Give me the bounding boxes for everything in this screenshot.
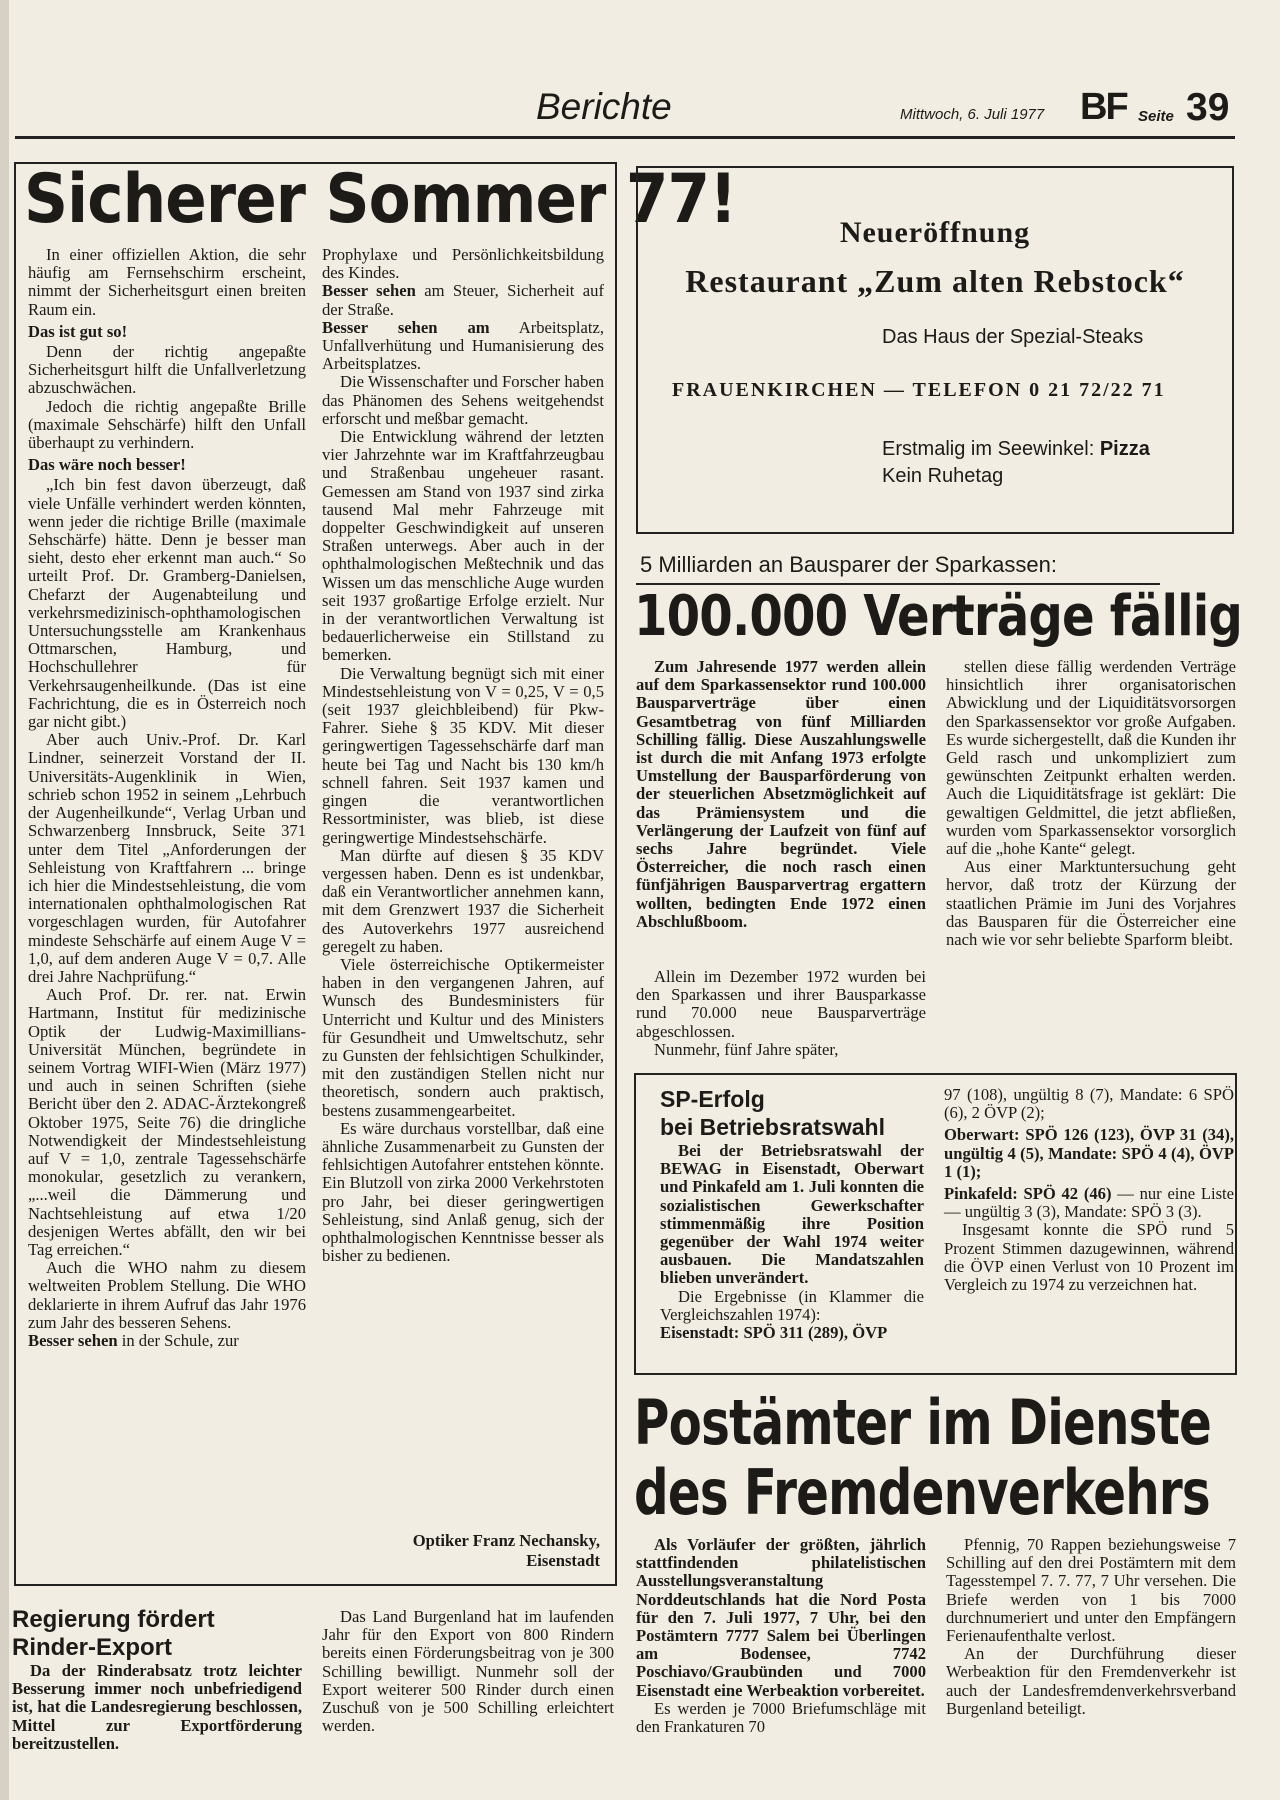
headline-postaemter-line1: Postämter im Dienste bbox=[634, 1386, 1212, 1459]
lead-in-text: am Steuer, Sicherheit auf der Straße. bbox=[322, 281, 604, 319]
headline-regierung-foerdert: Regierung fördert bbox=[12, 1606, 215, 1633]
headline-postaemter-line2: des Fremdenverkehrs bbox=[634, 1456, 1210, 1529]
section-title: Berichte bbox=[536, 86, 672, 127]
paragraph: Prophylaxe und Persönlichkeitsbildung des Kindes. bbox=[322, 245, 604, 283]
lead-in-text: Arbeitsplatz, Unfallverhütung und Humanisierung des Arbeitsplatzes. bbox=[322, 317, 604, 374]
signature-author: Optiker Franz Nechansky, bbox=[412, 1531, 600, 1550]
paragraph: Man dürfte auf diesen § 35 KDV vergessen haben. Denn es ist undenkbar, daß ein Verantwortlicher annehmen kann, mit dem Grenzwert 1937 die Sicherheit des Autoverkehrs 1977 ausreichend geregelt zu haben. bbox=[322, 845, 604, 956]
article4-column-2 bbox=[944, 1086, 1234, 1294]
paragraph: stellen diese fällig werdenden Verträge hinsichtlich ihrer organisatorischen Abwicklung und der Liquiditätsvorsorgen den Sparkassensektor vor große Aufgaben. Es wurde sichergestellt, daß die Kunden ihr Geld rasch und unkompliziert zum gewünschten Zeitpunkt erhalten werden. Auch die Liquiditätsfrage ist geklärt: Die gewaltigen Geldmittel, die jetzt abfließen, wurden vom Sparkassensektor vorsorglich auf die „hohe Kante“ gelegt. bbox=[946, 657, 1236, 859]
paragraph: An der Durchführung dieser Werbeaktion für den Fremdenverkehr ist auch der Landesfremdenverkehrsverband Burgenland beteiligt. bbox=[946, 1644, 1236, 1718]
issue-date: Mittwoch, 6. Juli 1977 bbox=[900, 106, 1045, 123]
headline-sicherer-sommer: Sicherer Sommer 77! bbox=[24, 160, 737, 239]
article4-column-1 bbox=[660, 1142, 924, 1342]
lead-in-text: in der Schule, zur bbox=[117, 1330, 239, 1350]
headline-sp-erfolg: SP-Erfolg bbox=[660, 1086, 765, 1112]
paragraph: Aber auch Univ.-Prof. Dr. Karl Lindner, seinerzeit Vorstand der II. Universitäts-Augenklinik in Wien, schrieb schon 1952 in seinem „Lehrbuch der Augenheilkunde“, Verlag Urban und Schwarzenberg Innsbruck, Seite 371 unter dem Titel „Anforderungen der Sehleistung von Kraftfahrern ... bringe ich hier die Mindestsehleistung, die vom internationalen ophthalmologischen Rat vorgeschlagen wurden, für Autofahrer mindeste Sehschärfe auf einem Auge V = 1,0, auf dem anderen Auge V = 0,7. Alle drei Jahre Nachprüfung.“ bbox=[28, 730, 306, 986]
paragraph: Es wäre durchaus vorstellbar, daß eine ähnliche Zusammenarbeit zu Gunsten der fehlsichtigen Autofahrer entstehen könnte. Ein Blutzoll von zirka 2000 Verkehrstoten pro Jahr, bei dieser geringwertigen Sehleistung, sind Anlaß genug, sich der ophthalmologischen Kenntnisse besser als bisher zu bedienen. bbox=[322, 1118, 605, 1266]
paragraph: Allein im Dezember 1972 wurden bei den Sparkassen und ihrer Bausparkasse rund 70.000 neue Bausparverträge abgeschlossen. bbox=[636, 967, 926, 1041]
signature-place: Eisenstadt bbox=[526, 1551, 600, 1570]
paragraph: Pfennig, 70 Rappen beziehungsweise 7 Schilling auf den drei Postämtern mit dem Tagesstempel 7. 7. 77, 7 Uhr versehen. Die Briefe werden von 1 bis 7000 durchnumeriert und unter den Empfängern Ferienaufenthalte verlost. bbox=[946, 1535, 1236, 1646]
article3-column-2 bbox=[946, 658, 1236, 949]
article5-column-2 bbox=[946, 1536, 1236, 1718]
lead-in-bold: Besser sehen bbox=[322, 281, 416, 301]
paragraph: „Ich bin fest davon überzeugt, daß viele Unfälle verhindert werden könnten, wenn jeder die richtige Brille (maximale Sehschärfe) hätte. Denn je besser man sieht, desto eher erkennt man auch.“ So urteilt Prof. Dr. Gramberg-Danielsen, Chefarzt der Augenabteilung und verkehrsmedizinisch-ophthamologischen Untersuchungsstelle am Krankenhaus Ottmarschen, Hamburg, und Hochschullehrer für Verkehrsaugenheilkunde. (Das ist eine Fachrichtung, die es in Österreich noch gar nicht gibt.) bbox=[28, 475, 306, 732]
paragraph: Die Entwicklung während der letzten vier Jahrzehnte war im Kraftfahrzeugbau und Straßenbau ungeheuer rasant. Gemessen am Stand von 1937 sind zirka tausend Mal mehr Fahrzeuge mit doppelter Geschwindigkeit auf unseren Straßen unterwegs. Aber auch in der ophthalmologischen Meßtechnik und das Wissen um das menschliche Auge wurden seit 1937 großartige Erfolge erzielt. Nur in der verantwortlichen Verwaltung ist bedauerlicherweise ein Stillstand zu bemerken. bbox=[322, 427, 604, 665]
paragraph: Jedoch die richtig angepaßte Brille (maximale Sehschärfe) hilft den Unfall überhaupt zu verhindern. bbox=[28, 396, 306, 453]
header-rule bbox=[15, 136, 1235, 139]
paragraph: Die Wissenschafter und Forscher haben das Phänomen des Sehens weitgehendst erforscht und meßbar gemacht. bbox=[322, 372, 604, 428]
headline-rinder-export: Rinder-Export bbox=[12, 1634, 173, 1661]
ad-pizza-prefix: Erstmalig im Seewinkel: bbox=[882, 438, 1100, 460]
paragraph bbox=[322, 319, 604, 374]
article5-lead: Als Vorläufer der größten, jährlich stattfindenden philatelistischen Ausstellungsveranstaltung Norddeutschlands hat die Nord Posta für den 7. Juli 1977, 7 Uhr, bei den Postämtern 7777 Salem bei Überlingen am Bodensee, 7742 Poschiavo/Graubünden und 7000 Eisenstadt eine Werbeaktion vorbereitet. bbox=[636, 1535, 926, 1700]
paragraph: Auch die WHO nahm zu diesem weltweiten Problem Stellung. Die WHO deklarierte in ihrem Aufruf das Jahr 1976 zum Jahr des besseren Sehens. bbox=[28, 1258, 306, 1332]
article4-eisenstadt-cont: 97 (108), ungültig 8 (7), Mandate: 6 SPÖ (6), 2 ÖVP (2); bbox=[944, 1085, 1234, 1123]
article5-body-col1: Es werden je 7000 Briefumschläge mit den Frankaturen 70 bbox=[636, 1698, 926, 1737]
kicker-bausparer: 5 Milliarden an Bausparer der Sparkassen: bbox=[640, 552, 1058, 577]
article4-pinkafeld-bold: Pinkafeld: SPÖ 42 (46) bbox=[944, 1184, 1112, 1204]
paragraph: In einer offiziellen Aktion, die sehr häufig am Fernsehschirm erscheint, nimmt der Sicherheitsgurt einen breiten Raum ein. bbox=[28, 245, 306, 319]
paragraph: Aus einer Marktuntersuchung geht hervor, daß trotz der Kürzung der staatlichen Prämie im Juni des Vorjahres das Bausparen für die Österreicher eine nach wie vor sehr beliebte Sparform bleibt. bbox=[946, 857, 1236, 950]
paragraph: Viele österreichische Optikermeister haben in den vergangenen Jahren, auf Wunsch des Bundesministers für Unterricht und Kultur und des Ministers für Gesundheit und Umweltschutz, sehr zu Gunsten der fehlsichtigen Schulkinder, mit den zuständigen Stellen nicht nur theoretisch, sondern auch praktisch, bestens zusammengearbeitet. bbox=[322, 954, 604, 1120]
paragraph: Nunmehr, fünf Jahre später, bbox=[654, 1039, 839, 1059]
ad-pizza-word: Pizza bbox=[1099, 438, 1150, 460]
lead-in-bold: Besser sehen am bbox=[322, 317, 490, 337]
article3-lead: Zum Jahresende 1977 werden allein auf dem Sparkassensektor rund 100.000 Bausparverträge über einen Gesamtbetrag von fünf Milliarden Schilling fällig. Diese Auszahlungswelle ist durch die mit Anfang 1973 erfolgte Umstellung der Bausparförderung von der steuerlichen Absetzmöglichkeit auf das Prämiensystem und die Verlängerung der Laufzeit von fünf auf sechs Jahre begründet. Viele Österreicher, die noch rasch einen fünfjährigen Bausparvertrag ergattern wollten, bedingten Ende 1972 einen Abschlußboom. bbox=[636, 657, 926, 931]
article2-body: Das Land Burgenland hat im laufenden Jahr für den Export von 800 Rindern bereits einen Förderungsbeitrag von je 300 Schilling bewilligt. Nunmehr soll der Export weiterer 500 Rinder durch einen Zuschuß von je 500 Schilling erleichtert werden. bbox=[322, 1607, 614, 1736]
article4-lead: Bei der Betriebsratswahl der BEWAG in Eisenstadt, Oberwart und Pinkafeld am 1. Juli konnten die sozialistischen Gewerkschafter stimmenmäßig ihre Position gegenüber der Wahl 1974 weiter ausbauen. Die Mandatszahlen blieben unverändert. bbox=[660, 1141, 924, 1288]
article2-lead: Da der Rinderabsatz trotz leichter Besserung immer noch unbefriedigend ist, hat die Landesregierung beschlossen, Mittel zur Exportförderung bereitzustellen. bbox=[12, 1661, 302, 1753]
article5-column-1 bbox=[636, 1536, 926, 1736]
paragraph bbox=[28, 1332, 306, 1350]
article4-closing: Insgesamt konnte die SPÖ rund 5 Prozent Stimmen dazugewinnen, während die ÖVP einen Verlust von 10 Prozent im Vergleich zu 1974 zu verzeichnen hat. bbox=[944, 1220, 1234, 1295]
article4-results-intro: Die Ergebnisse (in Klammer die Vergleichszahlen 1974): bbox=[660, 1286, 924, 1324]
ad-pizza bbox=[882, 438, 1150, 461]
article4-eisenstadt: Eisenstadt: SPÖ 311 (289), ÖVP bbox=[660, 1323, 888, 1343]
article4-oberwart: Oberwart: SPÖ 126 (123), ÖVP 31 (34), ungültig 4 (5), Mandate: SPÖ 4 (4), ÖVP 1 (1); bbox=[944, 1125, 1234, 1181]
article1-column-1 bbox=[28, 246, 306, 1350]
article3-column-1 bbox=[636, 968, 926, 1059]
ad-neueroeffnung: Neueröffnung bbox=[839, 216, 1031, 249]
headline-betriebsratswahl: bei Betriebsratswahl bbox=[660, 1114, 885, 1140]
subheading: Das wäre noch besser! bbox=[28, 455, 186, 475]
ad-ruhetag: Kein Ruhetag bbox=[882, 465, 1004, 487]
headline-vertraege-faellig: 100.000 Verträge fällig bbox=[634, 584, 1243, 649]
article4-pinkafeld bbox=[944, 1185, 1234, 1221]
article1-column-2 bbox=[322, 246, 604, 1265]
paragraph: Die Verwaltung begnügt sich mit einer Mindestsehleistung von V = 0,25, V = 0,5 (seit 1937 gleichbleibend) für Pkw-Fahrer. Siehe § 35 KDV. Mit dieser geringwertigen Tagessehschärfe darf man heute bei Tag und Nacht bis 130 km/h schnell fahren. Seit 1937 kamen und gingen die verantwortlichen Ressortminister, was blieb, ist diese geringwertige Mindestsehschärfe. bbox=[322, 663, 604, 847]
ad-restaurant-name: Restaurant „Zum alten Rebstock“ bbox=[685, 263, 1185, 299]
paragraph: Auch Prof. Dr. rer. nat. Erwin Hartmann, Institut für medizinische Optik der Ludwig-Maximillians-Universität München, begründete in seinem Vortrag WIFI-Wien (März 1977) und auch in seinen Schriften (siehe Bericht über den 2. ADAC-Ärztekongreß Oktober 1975, Seite 76) die dringliche Notwendigkeit der Mindestsehleistung auf V = 1,0, zentrale Tagessehschärfe monokular, gesetzlich zu verankern, „...weil die Dämmerung und Nachtsehleistung auf etwa 1/20 desjenigen Wertes abfällt, den wir bei Tag erreichen.“ bbox=[28, 985, 306, 1259]
seite-label: Seite bbox=[1138, 108, 1174, 125]
paragraph bbox=[322, 282, 604, 318]
lead-in-bold: Besser sehen bbox=[28, 1330, 118, 1350]
newspaper-logo: BF bbox=[1080, 86, 1127, 128]
paragraph: Denn der richtig angepaßte Sicherheitsgurt hilft die Unfallverletzung abzuschwächen. bbox=[28, 342, 306, 398]
page-binding-edge bbox=[0, 0, 9, 1800]
subheading: Das ist gut so! bbox=[28, 321, 128, 341]
ad-tagline: Das Haus der Spezial-Steaks bbox=[882, 326, 1144, 348]
page-number: 39 bbox=[1186, 86, 1230, 129]
article4-pinkafeld-rest: — nur eine Liste — ungültig 3 (3), Mandate: SPÖ 3 (3). bbox=[944, 1184, 1234, 1222]
ad-phone: FRAUENKIRCHEN — TELEFON 0 21 72/22 71 bbox=[672, 379, 1166, 401]
